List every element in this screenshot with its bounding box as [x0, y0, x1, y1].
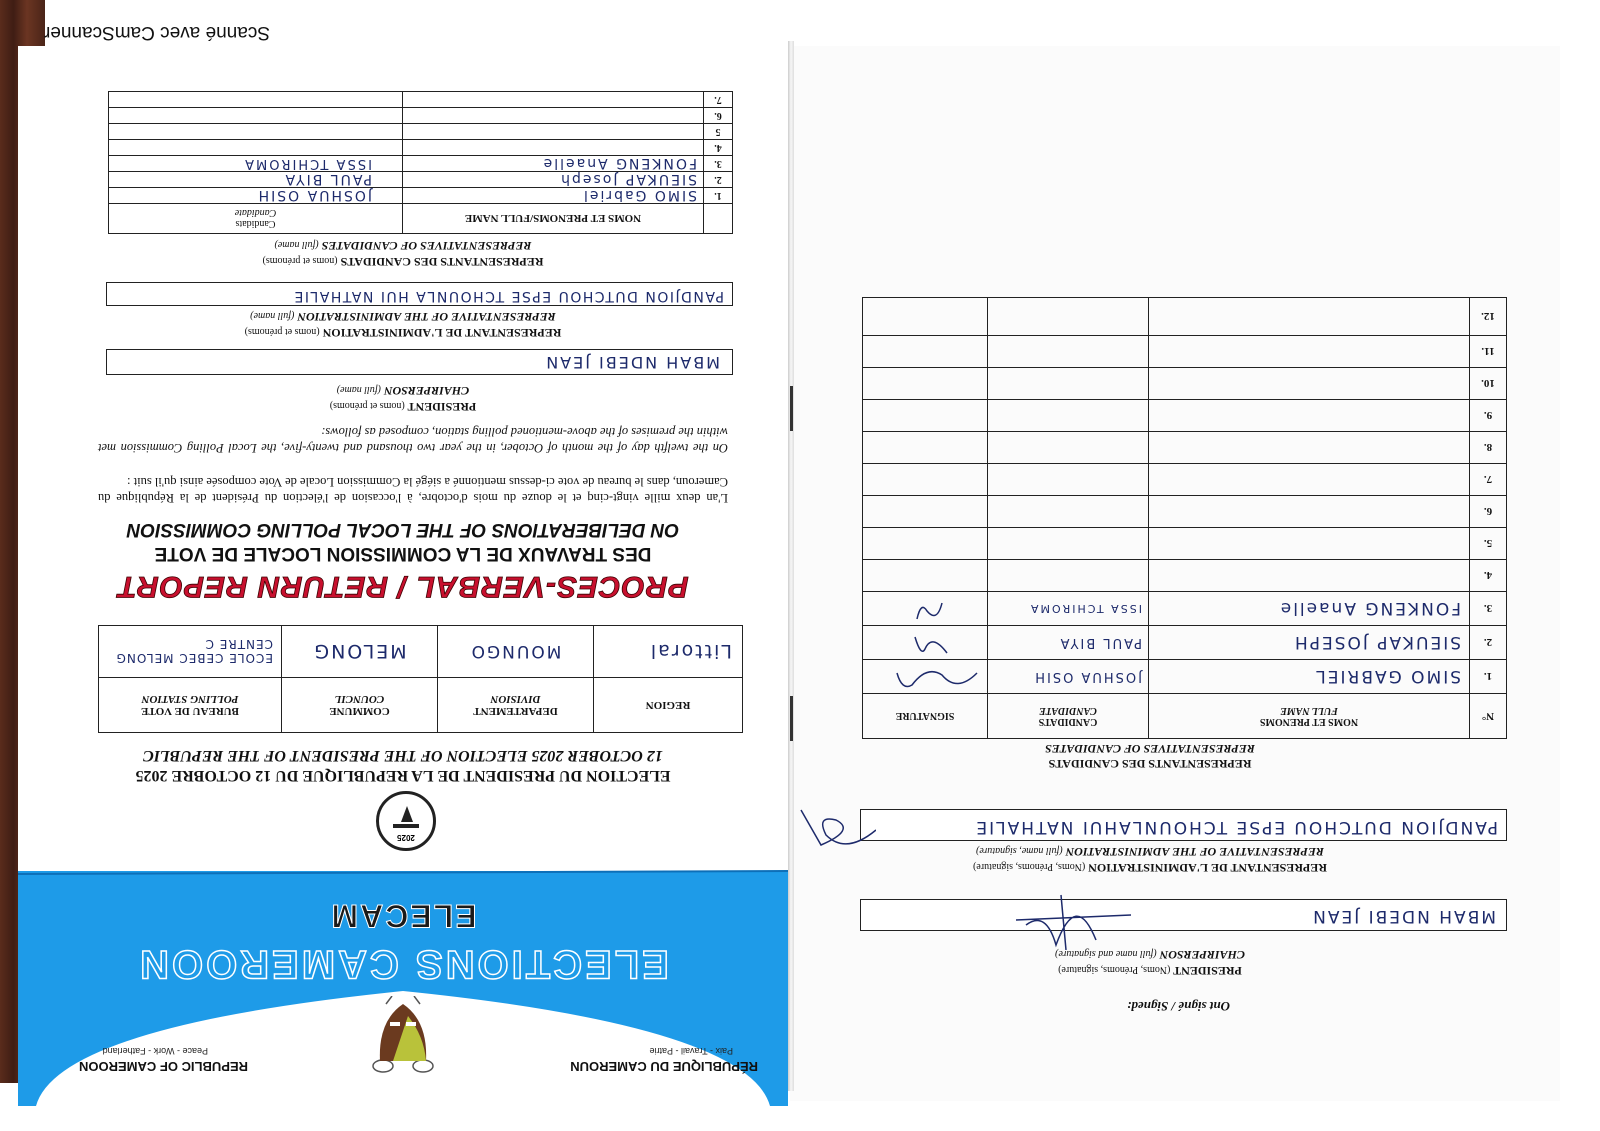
- cover-admin-field[interactable]: PANDJION DUTCHOU EPSE TCHOUNLA HUI NATHALIE: [106, 282, 733, 306]
- intro-fr: L'an deux mille vingt-cinq et le douze du mois d'octobre, à l'occasion de l'élection du Président de la République du Cameroun, dans le bureau de vote ci-dessus mentionné a siégé la Commission Locale de Vote composée ainsi qu'il suit :: [98, 475, 728, 505]
- intro-en: On the twelfth day of the month of October, in the year two thousand and twenty-five, the Local Polling Commission met within the premises of the above-mentioned polling station, composed as follows:: [98, 425, 728, 455]
- location-table: [98, 625, 743, 733]
- council-value[interactable]: MELONG: [282, 626, 438, 678]
- region-value[interactable]: Littoral: [594, 626, 743, 678]
- admin-signature-icon: [796, 800, 876, 860]
- cover-president-label: PRESIDENT (noms et prénoms) CHAIRPERSON (full name): [329, 384, 477, 414]
- sig-president-field[interactable]: MBAH NDEBI JEAN: [860, 899, 1507, 931]
- table-row: 10.: [863, 368, 1507, 400]
- sig-president-label: PRESIDENT (Noms, Prénoms, signature) CHAIRPERSON (full name and signature): [1055, 948, 1245, 978]
- polling-station-value[interactable]: ECOLE CEBEC MELONG CENTRE C: [99, 626, 282, 678]
- page-fold: [788, 41, 794, 1091]
- sig-reps-label: REPRESENTANTS DES CANDIDATS REPRESENTATIVES OF CANDIDATES: [1045, 742, 1255, 771]
- table-row: 2. SIEUKAP Joseph PAUL BIYA: [109, 172, 733, 188]
- table-row: 5: [109, 124, 733, 140]
- division-value[interactable]: MOUNGO: [438, 626, 594, 678]
- table-row: 9.: [863, 400, 1507, 432]
- table-row: 3. FONKENG Anaelle ISSA TCHIROMA: [109, 156, 733, 172]
- report-subtitle-en: ON DELIBERATIONS OF THE LOCAL POLLING COMMISSION: [126, 519, 680, 540]
- signature-cell[interactable]: [863, 626, 988, 660]
- president-signature-icon: [996, 890, 1136, 950]
- sig-reps-table: [862, 297, 1507, 739]
- table-row: 1. SIMO Gabriel JOSHUA OSIH: [109, 188, 733, 204]
- table-row: 7.: [109, 92, 733, 108]
- sig-admin-label: REPRESENTANT DE L'ADMINISTRATION (Noms, Prénoms, signature) REPRESENTATIVE OF THE ADMINISTRATION (full name, signature): [973, 845, 1327, 875]
- location-header-row: REGION DEPARTEMENT DIVISION COMMUNE COUNCIL BUREAU DE VOTE POLLING STATION: [99, 678, 743, 733]
- table-row: 1. SIMO GABRIEL JOSHUA OSIH: [863, 660, 1507, 694]
- table-row: 8.: [863, 432, 1507, 464]
- table-row: 12.: [863, 298, 1507, 336]
- table-row: 6.: [109, 108, 733, 124]
- table-row: 7.: [863, 464, 1507, 496]
- cover-reps-table: [108, 91, 733, 234]
- rep3-signature-icon: [887, 597, 987, 625]
- sig-admin-field[interactable]: PANDJION DUTCHOU EPSE TCHOUNLAHUI NATHALIE: [860, 809, 1507, 841]
- election-title-fr: ELECTION DU PRESIDENT DE LA REPUBLIQUE DU 12 OCTOBRE 2025: [135, 767, 671, 784]
- cover-president-field[interactable]: MBAH NDEBI JEAN: [106, 349, 733, 375]
- cover-admin-label: REPRESENTANT DE L'ADMINISTRATION (noms et prénoms) REPRESENTATIVE OF THE ADMINISTRATION (full name): [244, 310, 562, 340]
- table-row: 5.: [863, 528, 1507, 560]
- signed-label: Ont signé / Signed:: [1127, 999, 1230, 1014]
- rep1-signature-icon: [887, 665, 987, 693]
- signature-page: [790, 46, 1560, 1101]
- report-subtitle-fr: DES TRAVAUX DE LA COMMISSION LOCALE DE VOTE: [154, 543, 652, 564]
- camscanner-watermark: Scanné avec CamScanner: [43, 22, 270, 43]
- table-row: 2. SIEUKAP JOSEPH PAUL BIYA: [863, 626, 1507, 660]
- table-row: 4.: [863, 560, 1507, 592]
- election-seal: 2025: [376, 791, 436, 851]
- table-row: 11.: [863, 336, 1507, 368]
- ballot-hand-icon: [391, 804, 421, 830]
- country-name-en: REPUBLIC OF CAMEROON: [79, 1059, 248, 1074]
- motto-en: Peace - Work - Fatherland: [102, 1046, 208, 1056]
- country-name-fr: RÉPUBLIQUE DU CAMEROUN: [570, 1059, 758, 1074]
- cover-header: [18, 866, 788, 1106]
- report-title: PROCES-VERBAL / RETURN REPORT: [117, 570, 689, 603]
- cover-reps-label: REPRESENTANTS DES CANDIDATS (noms et prénoms) REPRESENTATIVES OF CANDIDATES (full name): [262, 239, 544, 269]
- elecam-emblem-icon: [368, 996, 438, 1076]
- location-values-row: [99, 626, 743, 678]
- table-header-row: N° NOMS ET PRENOMS FULL NAME CANDIDATS CANDIDATE SIGNATURE: [863, 694, 1507, 739]
- table-row: 4.: [109, 140, 733, 156]
- election-title-en: 12 OCTOBER 2025 ELECTION OF THE PRESIDENT OF THE REPUBLIC: [143, 747, 663, 764]
- table-header-row: NOMS ET PRENOMS/FULL NAME Candidats Candidate: [109, 204, 733, 234]
- rep2-signature-icon: [887, 631, 987, 659]
- banner-subtitle: ELECAM: [329, 898, 477, 934]
- table-row: 6.: [863, 496, 1507, 528]
- motto-fr: Paix - Travail - Patrie: [649, 1046, 733, 1056]
- banner-title: ELECTIONS CAMEROON: [137, 942, 669, 986]
- table-row: 3. FONKENG Anaelle ISSA TCHIROMA: [863, 592, 1507, 626]
- signature-cell[interactable]: [863, 592, 988, 626]
- signature-cell[interactable]: [863, 660, 988, 694]
- staple: [790, 386, 793, 431]
- staple: [790, 696, 793, 741]
- cover-page: [18, 46, 788, 1106]
